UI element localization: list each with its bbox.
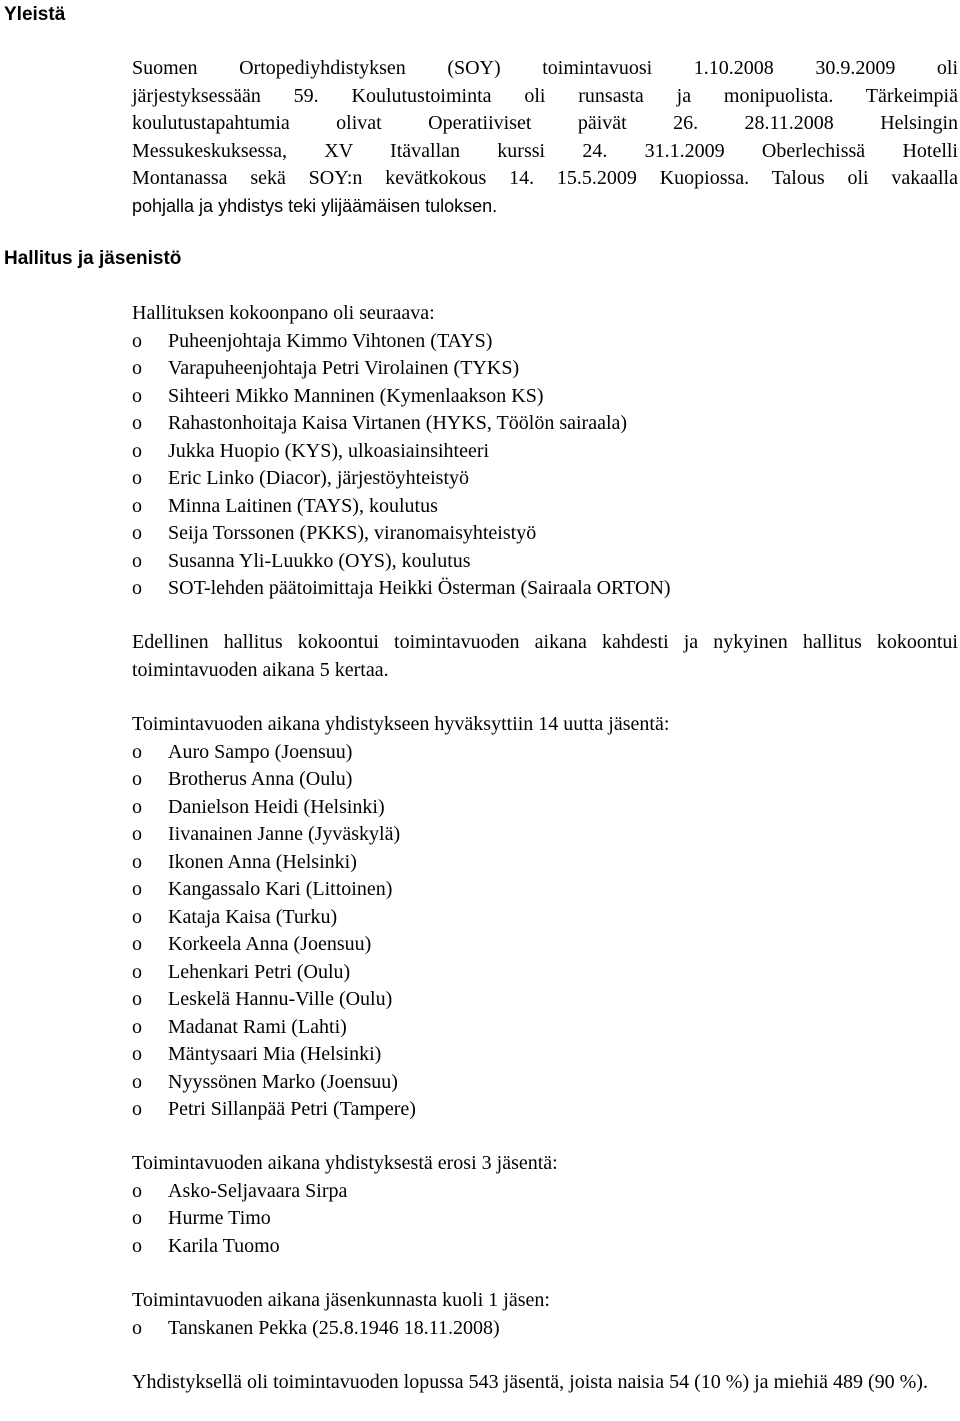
bullet-marker: o <box>132 1043 142 1065</box>
bullet-marker: o <box>132 439 142 462</box>
list-item-text: Mäntysaari Mia (Helsinki) <box>168 1043 382 1065</box>
bullet-marker: o <box>132 577 142 599</box>
board-member-list <box>132 328 958 603</box>
list-item-text: Ikonen Anna (Helsinki) <box>168 850 357 873</box>
intro-paragraph <box>132 55 958 220</box>
list-item <box>132 328 958 356</box>
bullet-marker: o <box>132 329 142 352</box>
list-item <box>132 739 958 767</box>
list-item <box>132 959 958 987</box>
bullet-marker: o <box>132 467 142 489</box>
intro-line: Messukeskuksessa, XV Itävallan kurssi 24. 31.1.2009 Oberlechissä Hotelli <box>132 139 958 162</box>
list-item <box>132 1041 958 1069</box>
list-item <box>132 1096 958 1124</box>
resigned-members-list <box>132 1178 958 1261</box>
board-composition <box>132 300 958 603</box>
list-item <box>132 1205 958 1233</box>
bullet-marker: o <box>132 988 142 1010</box>
deceased-members-title: Toimintavuoden aikana jäsenkunnasta kuoli 1 jäsen: <box>132 1289 550 1311</box>
list-item-text: Hurme Timo <box>168 1207 271 1229</box>
new-members-section <box>132 711 958 1124</box>
list-item-text: Tanskanen Pekka (25.8.1946 18.11.2008) <box>168 1316 500 1339</box>
membership-totals-paragraph: Yhdistyksellä oli toimintavuoden lopussa 543 jäsentä, joista naisia 54 (10 %) ja miehiä 489 (90 %). <box>132 1371 928 1393</box>
list-item-text: Korkeela Anna (Joensuu) <box>168 933 372 955</box>
list-item-text: Nyyssönen Marko (Joensuu) <box>168 1070 398 1093</box>
list-item-text: Kataja Kaisa (Turku) <box>168 905 338 928</box>
list-item <box>132 575 958 603</box>
bullet-marker: o <box>132 1179 142 1202</box>
list-item <box>132 383 958 411</box>
list-item-text: Asko-Seljavaara Sirpa <box>168 1179 348 1202</box>
deceased-members-section <box>132 1287 958 1342</box>
bullet-marker: o <box>132 549 142 572</box>
board-composition-title: Hallituksen kokoonpano oli seuraava: <box>132 302 435 324</box>
intro-line: Montanassa sekä SOY:n kevätkokous 14. 15.5.2009 Kuopiossa. Talous oli vakaalla <box>132 167 958 189</box>
list-item <box>132 410 958 438</box>
list-item <box>132 876 958 904</box>
bullet-marker: o <box>132 933 142 955</box>
list-item-text: Eric Linko (Diacor), järjestöyhteistyö <box>168 467 470 489</box>
list-item <box>132 465 958 493</box>
list-item <box>132 493 958 521</box>
list-item <box>132 1315 958 1343</box>
list-item-text: Kangassalo Kari (Littoinen) <box>168 878 393 900</box>
list-item <box>132 986 958 1014</box>
bullet-marker: o <box>132 412 142 434</box>
list-item-text: Leskelä Hannu-Ville (Oulu) <box>168 988 393 1010</box>
bullet-marker: o <box>132 905 142 928</box>
list-item-text: Rahastonhoitaja Kaisa Virtanen (HYKS, Töölön sairaala) <box>168 412 628 434</box>
bullet-marker: o <box>132 494 142 517</box>
list-item-text: Karila Tuomo <box>168 1234 280 1257</box>
list-item <box>132 1069 958 1097</box>
list-item-text: Susanna Yli-Luukko (OYS), koulutus <box>168 549 471 572</box>
bullet-marker: o <box>132 1316 142 1339</box>
list-item-text: Varapuheenjohtaja Petri Virolainen (TYKS) <box>168 357 520 379</box>
list-item <box>132 794 958 822</box>
list-item <box>132 520 958 548</box>
deceased-members-list <box>132 1315 958 1343</box>
bullet-marker: o <box>132 850 142 873</box>
bullet-marker: o <box>132 522 142 544</box>
new-members-list <box>132 739 958 1124</box>
intro-line: järjestyksessään 59. Koulutustoiminta oli runsasta ja monipuolista. Tärkeimpiä <box>132 84 958 107</box>
list-item-text: Seija Torssonen (PKKS), viranomaisyhteistyö <box>168 522 537 544</box>
bullet-marker: o <box>132 1070 142 1093</box>
bullet-marker: o <box>132 357 142 379</box>
list-item <box>132 849 958 877</box>
list-item <box>132 548 958 576</box>
list-item-text: Madanat Rami (Lahti) <box>168 1015 347 1038</box>
bullet-marker: o <box>132 960 142 983</box>
new-members-title: Toimintavuoden aikana yhdistykseen hyväksyttiin 14 uutta jäsentä: <box>132 713 670 735</box>
list-item <box>132 766 958 794</box>
bullet-marker: o <box>132 1015 142 1038</box>
bullet-marker: o <box>132 823 142 845</box>
intro-line: Suomen Ortopediyhdistyksen (SOY) toimintavuosi 1.10.2008 30.9.2009 oli <box>132 57 958 79</box>
bullet-marker: o <box>132 795 142 818</box>
resigned-members-section <box>132 1150 958 1260</box>
list-item-text: Petri Sillanpää Petri (Tampere) <box>168 1098 416 1120</box>
list-item <box>132 1014 958 1042</box>
list-item <box>132 355 958 383</box>
bullet-marker: o <box>132 1234 142 1257</box>
list-item <box>132 438 958 466</box>
list-item <box>132 904 958 932</box>
list-item <box>132 931 958 959</box>
bullet-marker: o <box>132 768 142 790</box>
resigned-members-title: Toimintavuoden aikana yhdistyksestä erosi 3 jäsentä: <box>132 1152 558 1174</box>
list-item-text: Lehenkari Petri (Oulu) <box>168 960 351 983</box>
list-item-text: Danielson Heidi (Helsinki) <box>168 795 385 818</box>
bullet-marker: o <box>132 384 142 407</box>
bullet-marker: o <box>132 1207 142 1229</box>
bullet-marker: o <box>132 1098 142 1120</box>
list-item-text: Jukka Huopio (KYS), ulkoasiainsihteeri <box>168 439 490 462</box>
list-item-text: Minna Laitinen (TAYS), koulutus <box>168 494 438 517</box>
board-meetings-paragraph: Edellinen hallitus kokoontui toimintavuoden aikana kahdesti ja nykyinen hallitus kokoontui toimintavuoden aikana 5 kertaa. <box>132 631 958 681</box>
list-item-text: Puheenjohtaja Kimmo Vihtonen (TAYS) <box>168 329 493 352</box>
intro-line: pohjalla ja yhdistys teki ylijäämäisen tuloksen. <box>132 195 498 216</box>
list-item <box>132 1178 958 1206</box>
list-item <box>132 1233 958 1261</box>
section-heading-board-and-members: Hallitus ja jäsenistö <box>4 248 182 269</box>
section-heading-general: Yleistä <box>4 4 66 25</box>
list-item-text: SOT-lehden päätoimittaja Heikki Österman (Sairaala ORTON) <box>168 577 671 599</box>
bullet-marker: o <box>132 878 142 900</box>
intro-line: koulutustapahtumia olivat Operatiiviset päivät 26. 28.11.2008 Helsingin <box>132 112 958 134</box>
list-item <box>132 821 958 849</box>
list-item-text: Brotherus Anna (Oulu) <box>168 768 353 790</box>
list-item-text: Auro Sampo (Joensuu) <box>168 740 353 763</box>
bullet-marker: o <box>132 740 142 763</box>
list-item-text: Iivanainen Janne (Jyväskylä) <box>168 823 401 845</box>
list-item-text: Sihteeri Mikko Manninen (Kymenlaakson KS) <box>168 384 544 407</box>
